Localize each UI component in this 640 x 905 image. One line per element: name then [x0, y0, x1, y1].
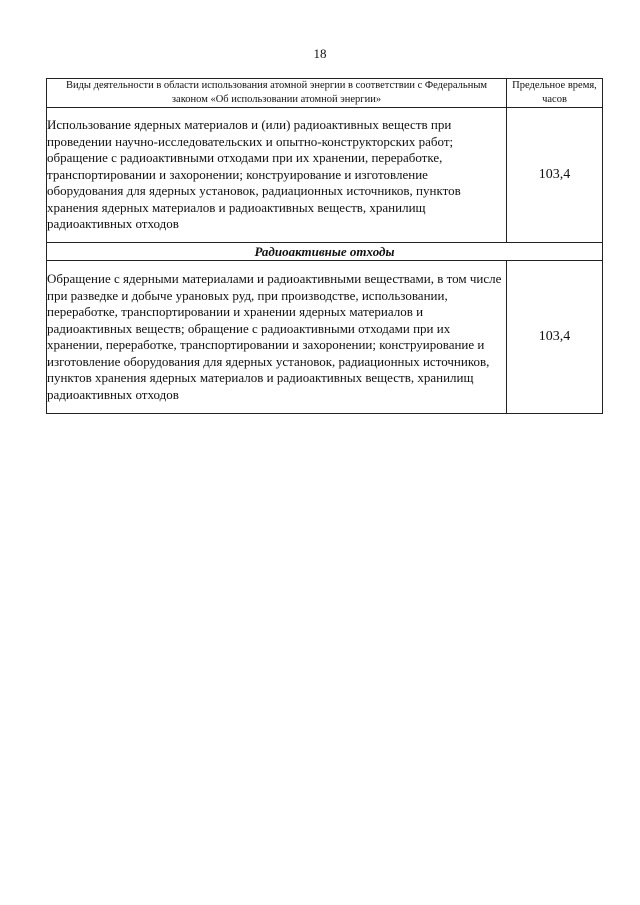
activity-description: Использование ядерных материалов и (или) радиоактивных веществ при проведении научно-исследовательских и опытно-конструкторских работ; обращение с радиоактивными отходами при их хранении, переработке, транспортировании и захоронении; конструирование и изготовление оборудования для ядерных установок, радиационных источников, пунктов хранения ядерных материалов и радиоактивных веществ, хранилищ радиоактивных отходов — [47, 108, 507, 243]
table-row — [47, 108, 603, 243]
header-activity: Виды деятельности в области использования атомной энергии в соответствии с Федеральным законом «Об использовании атомной энергии» — [47, 79, 507, 108]
time-limit-value: 103,4 — [507, 108, 603, 243]
page-number: 18 — [313, 46, 327, 61]
time-limit-value: 103,4 — [507, 261, 603, 414]
activity-table — [46, 78, 603, 414]
activity-description: Обращение с ядерными материалами и радиоактивными веществами, в том числе при разведке и добыче урановых руд, при производстве, использовании, переработке, транспортировании и хранении ядерных материалов и радиоактивных веществ; обращение с радиоактивными отходами при их хранении, переработке, транспортировании и захоронении; конструирование и изготовление оборудования для ядерных установок, радиационных источников, пунктов хранения ядерных материалов и радиоактивных веществ, хранилищ радиоактивных отходов — [47, 261, 507, 414]
section-header-row — [47, 243, 603, 261]
table-row — [47, 261, 603, 414]
section-title: Радиоактивные отходы — [47, 243, 603, 261]
header-time-limit: Предельное время, часов — [507, 79, 603, 108]
table-header-row — [47, 79, 603, 108]
